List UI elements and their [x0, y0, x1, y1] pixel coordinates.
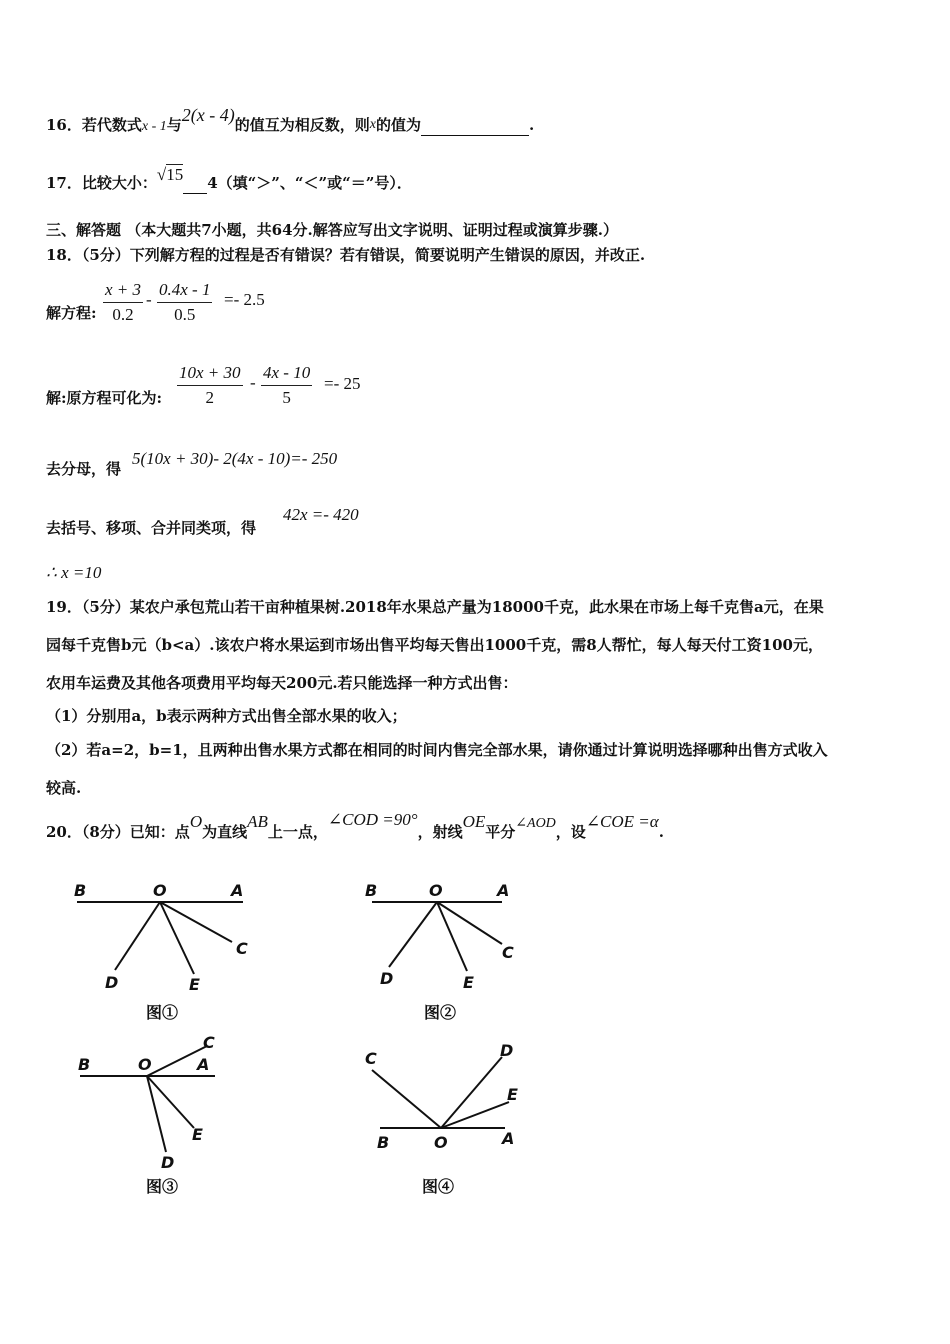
- fig3-label-o: O: [138, 1055, 152, 1074]
- fig1-ray-oc: [160, 902, 232, 942]
- fig3-label-c: C: [203, 1033, 215, 1052]
- q18-sol-minus: -: [250, 373, 256, 392]
- q18-step2-expr: 42x =- 420: [283, 505, 359, 524]
- q18-eq-fraction-1: [103, 280, 143, 325]
- fig4-label-a: A: [502, 1129, 515, 1148]
- fig2-label-e: E: [463, 973, 474, 992]
- fig1-label-c: C: [236, 939, 248, 958]
- fig4-label-c: C: [365, 1049, 377, 1068]
- q20-lead: 20．（8分）已知：点: [46, 823, 190, 841]
- fig1-label-b: B: [74, 881, 87, 900]
- q16-expr1: x - 1: [141, 119, 167, 134]
- q18-sol-rhs: =- 25: [324, 374, 361, 393]
- q17-answer-blank: [183, 173, 207, 194]
- q19-sub-1: （1）分别用a，b表示两种方式出售全部水果的收入；: [46, 707, 407, 725]
- fig3-label-a: A: [197, 1055, 210, 1074]
- fig3-label-b: B: [78, 1055, 91, 1074]
- fig3-caption: 图③: [146, 1177, 179, 1196]
- figures: [0, 870, 950, 1230]
- q18-sol-fraction-1: [177, 363, 243, 408]
- fig3-label-d: D: [161, 1153, 175, 1172]
- q16-expr2: 2(x - 4): [181, 105, 235, 125]
- question-16: [46, 105, 535, 137]
- q18-sol-f1-den: 2: [205, 388, 215, 407]
- q18-solution-label: 解:原方程可化为:: [46, 389, 163, 407]
- section-3-heading: 三、解答题 （本大题共7小题，共64分.解答应写出文字说明、证明过程或演算步骤.）: [46, 221, 618, 239]
- fig1-label-a: A: [231, 881, 244, 900]
- fig4-label-e: E: [507, 1085, 518, 1104]
- q16-with: 与: [166, 116, 182, 134]
- q18-step1-label: 去分母，得: [46, 460, 122, 478]
- fig3-label-e: E: [192, 1125, 203, 1144]
- q18-result: ∴ x =10: [46, 563, 102, 582]
- question-17: [46, 165, 412, 194]
- fig4-label-o: O: [434, 1133, 448, 1152]
- question-18: 18．（5分）下列解方程的过程是否有错误？若有错误，简要说明产生错误的原因，并改正.: [46, 246, 646, 264]
- q20-angle-cod: ∠COD =90°: [327, 810, 418, 829]
- q18-sol-f1-num: 10x + 30: [177, 363, 243, 386]
- fig4-caption: 图④: [422, 1177, 455, 1196]
- q18-eq-f2-num: 0.4x - 1: [157, 280, 212, 303]
- fig2-label-d: D: [380, 969, 394, 988]
- fig1-label-o: O: [153, 881, 167, 900]
- q20-point-o: O: [189, 812, 203, 831]
- fig2-label-b: B: [365, 881, 378, 900]
- fig1-ray-oe: [160, 902, 194, 974]
- fig4-label-d: D: [500, 1041, 514, 1060]
- fig1-caption: 图①: [146, 1003, 179, 1022]
- fig1-ray-od: [115, 902, 160, 970]
- q19-sub-2b: 较高.: [46, 779, 82, 797]
- q18-eq-minus: -: [146, 290, 152, 309]
- q18-eq-fraction-2: [157, 280, 212, 325]
- q20-t2: 上一点，: [267, 823, 328, 841]
- q16-answer-blank: [421, 115, 529, 136]
- q20-ray-oe: OE: [462, 812, 486, 831]
- q20-angle-coe: ∠COE =α: [585, 812, 659, 831]
- q20-line-ab: AB: [247, 812, 268, 831]
- question-20: [46, 810, 664, 844]
- q19-line-3: 农用车运费及其他各项费用平均每天200元.若只能选择一种方式出售：: [46, 674, 518, 692]
- q20-t5: ，设: [555, 823, 586, 841]
- fig1-label-e: E: [189, 975, 200, 994]
- q18-step1-expr: 5(10x + 30)- 2(4x - 10)=- 250: [132, 449, 338, 468]
- q16-end: .: [529, 116, 535, 134]
- fig2-label-a: A: [497, 881, 510, 900]
- q16-tail: 的值为: [376, 116, 422, 134]
- q20-end: .: [658, 823, 664, 841]
- q16-number: 16．若代数式: [46, 116, 142, 134]
- q18-eq-f1-num: x + 3: [103, 280, 143, 303]
- q19-line-2: 园每千克售b元（b<a）.该农户将水果运到市场出售平均每天售出1000千克，需8人帮忙，每人每天付工资100元，: [46, 636, 823, 654]
- fig1-label-d: D: [105, 973, 119, 992]
- q19-sub-2a: （2）若a=2，b=1，且两种出售水果方式都在相同的时间内售完全部水果，请你通过计算说明选择哪种出售方式收入: [46, 741, 828, 759]
- fig2-label-c: C: [502, 943, 514, 962]
- q16-mid: 的值互为相反数，则: [234, 116, 370, 134]
- q18-equation-label: 解方程:: [46, 304, 97, 322]
- q18-eq-f2-den: 0.5: [174, 305, 196, 324]
- fig2-label-o: O: [429, 881, 443, 900]
- fig4-label-b: B: [377, 1133, 390, 1152]
- q18-sol-f2-num: 4x - 10: [261, 363, 312, 386]
- fig2-ray-od: [389, 902, 437, 967]
- q20-t1: 为直线: [202, 823, 248, 841]
- q18-step2-label: 去括号、移项、合并同类项，得: [46, 519, 257, 537]
- fig2-caption: 图②: [424, 1003, 457, 1022]
- q18-eq-f1-den: 0.2: [112, 305, 134, 324]
- q20-angle-aod: ∠AOD: [515, 816, 556, 831]
- q17-rest: 4（填“＞”、“＜”或“＝”号）．: [207, 174, 412, 192]
- q16-var: x: [369, 117, 376, 132]
- q18-sol-fraction-2: [261, 363, 312, 408]
- fig4-ray-oc: [372, 1070, 441, 1128]
- q17-sqrt: √15: [156, 165, 184, 184]
- q20-t3: ，射线: [417, 823, 463, 841]
- q20-t4: 平分: [485, 823, 516, 841]
- q17-lead: 17．比较大小：: [46, 174, 157, 192]
- q18-sol-f2-den: 5: [282, 388, 291, 407]
- q19-line-1: 19．（5分）某农户承包荒山若干亩种植果树.2018年水果总产量为18000千克，此水果在市场上每千克售a元，在果: [46, 598, 824, 616]
- q18-eq-rhs: =- 2.5: [224, 290, 265, 309]
